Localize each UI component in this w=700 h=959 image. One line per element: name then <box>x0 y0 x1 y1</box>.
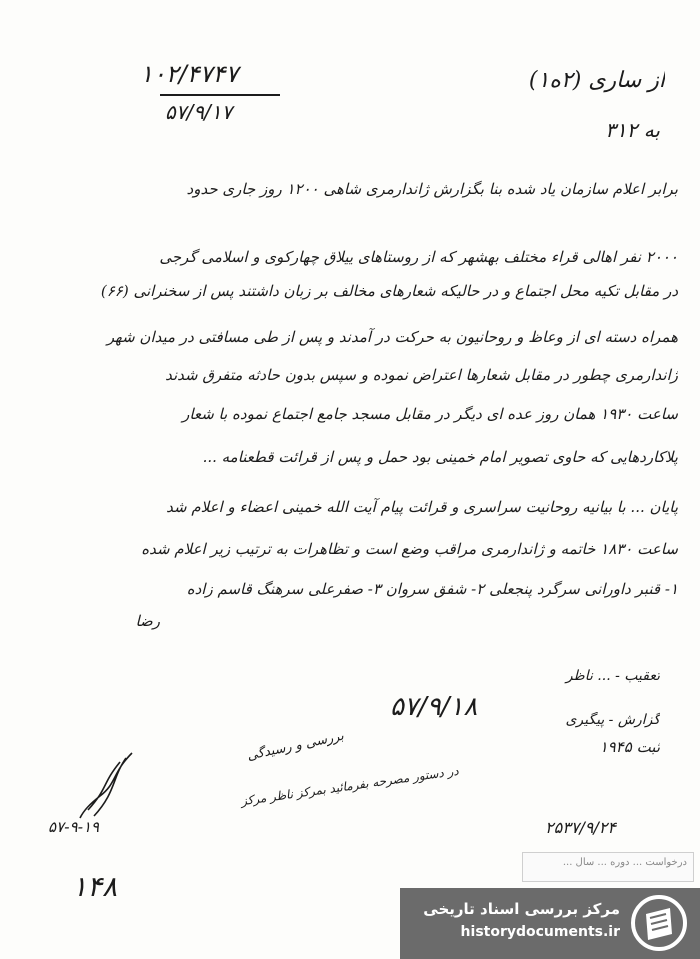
reference-underline <box>160 94 280 96</box>
watermark-title: مرکز بررسی اسناد تاریخی <box>423 900 620 918</box>
watermark-url: historydocuments.ir <box>460 924 620 940</box>
body-line: برابر اعلام سازمان یاد شده بنا بگزارش ژاندارمری شاهی ۱۲۰۰ روز جاری حدود <box>186 180 678 198</box>
signature-mark <box>72 748 142 828</box>
margin-note: در دستور مصرحه بفرمائید بمرکز ناظر مرکز <box>240 763 460 809</box>
stamp-text: درخواست ... دوره ... سال ... <box>562 857 687 868</box>
margin-note: بررسی و رسیدگی <box>245 728 346 764</box>
reference-number: ۱۰۲/۴۷۴۷ <box>140 60 239 88</box>
stamp-date: ۲۵۳۷/۹/۲۴ <box>545 818 616 837</box>
annotation-line: ثبت ۱۹۴۵ <box>599 738 660 756</box>
body-line: ژاندارمری چطور در مقابل شعارها اعتراض نموده و سپس بدون حادثه متفرق شدند <box>165 366 678 384</box>
body-line: ساعت ۱۸۳۰ خاتمه و ژاندارمری مراقب وضع است و تظاهرات به ترتیب زیر اعلام شده <box>141 540 678 558</box>
annotation-line: تعقیب - ... ناظر <box>565 668 660 684</box>
body-line: ساعت ۱۹۳۰ همان روز عده ای دیگر در مقابل مسجد جامع اجتماع نموده با شعار <box>182 405 678 423</box>
archive-logo-icon <box>630 894 688 952</box>
recipient-label: به ۳۱۲ <box>605 118 660 142</box>
body-line: ۲۰۰۰ نفر اهالی قراء مختلف بهشهر که از روستاهای ییلاق چهارکوی و اسلامی گرجی <box>159 248 678 266</box>
watermark-banner <box>400 888 700 959</box>
body-line: ۱- قنبر داورانی سرگرد پنجعلی ۲- شفق سروان ۳- صفرعلی سرهنگ قاسم زاده <box>186 580 678 598</box>
body-line: پلاکاردهایی که حاوی تصویر امام خمینی بود حمل و پس از قرائت قطعنامه ... <box>202 448 678 466</box>
page-number: ۱۴۸ <box>72 870 118 903</box>
footer-date: ۵۷-۹-۱۹ <box>48 818 100 836</box>
body-line: رضا <box>135 612 160 630</box>
body-line: پایان ... با بیانیه روحانیت سراسری و قرائت پیام آیت الله خمینی اعضاء و اعلام شد <box>166 498 678 516</box>
registration-stamp <box>522 852 694 882</box>
annotation-date: ۵۷/۹/۱۸ <box>390 692 478 722</box>
body-line: همراه دسته ای از وعاظ و روحانیون به حرکت در آمدند و پس از طی مسافتی در میدان شهر <box>106 328 678 346</box>
body-line: در مقابل تکیه محل اجتماع و در حالیکه شعارهای مخالف بر زبان داشتند پس از سخنرانی (۶۶) <box>100 282 678 300</box>
reference-date: ۵۷/۹/۱۷ <box>165 100 233 124</box>
annotation-line: گزارش - پیگیری <box>565 712 660 728</box>
sender-label: از ساری (۲ه۱) <box>528 68 665 93</box>
